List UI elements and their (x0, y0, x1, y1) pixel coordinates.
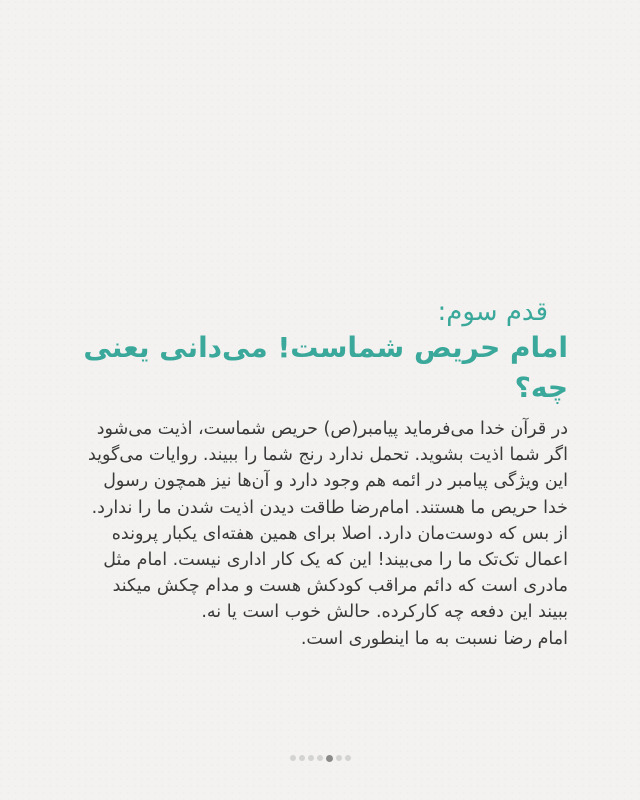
step-subtitle: قدم سوم: (437, 297, 548, 327)
post-title: امام حریص شماست! می‌دانی یعنی چه؟ (83, 331, 568, 404)
body-line: ببیند این دفعه چه کارکرده. حالش خوب است یا نه. (201, 602, 568, 623)
body-line: امام رضا نسبت به ما اینطوری است. (300, 628, 568, 649)
body-line: این ویژگی پیامبر در ائمه هم وجود دارد و آن‌ها نیز همچون رسول (103, 471, 568, 492)
pagination-dot-active[interactable] (326, 755, 333, 762)
body-line: اگر شما اذیت بشوید. تحمل ندارد رنج شما را ببیند. روایات می‌گوید (87, 445, 568, 466)
carousel-pagination (0, 755, 640, 762)
pagination-dot[interactable] (317, 755, 323, 761)
pagination-dot[interactable] (290, 755, 296, 761)
pagination-dot[interactable] (345, 755, 351, 761)
pagination-dot[interactable] (299, 755, 305, 761)
pagination-dot[interactable] (308, 755, 314, 761)
body-line: خدا حریص ما هستند. امام‌رضا طاقت دیدن اذیت شدن ما را ندارد. (91, 497, 568, 518)
body-line: مادری است که دائم مراقب کودکش هست و مدام چکش میکند (112, 576, 568, 597)
pagination-dot[interactable] (336, 755, 342, 761)
body-line: اعمال تک‌تک ما را می‌بیند! این که یک کار اداری نیست. امام مثل (103, 550, 568, 571)
body-text (60, 416, 568, 652)
post-content (60, 296, 568, 652)
body-line: در قرآن خدا می‌فرماید پیامبر(ص) حریص شماست، اذیت می‌شود (96, 419, 568, 439)
body-line: از بس که دوست‌مان دارد. اصلا برای همین هفته‌ای یکبار پرونده (111, 523, 568, 544)
